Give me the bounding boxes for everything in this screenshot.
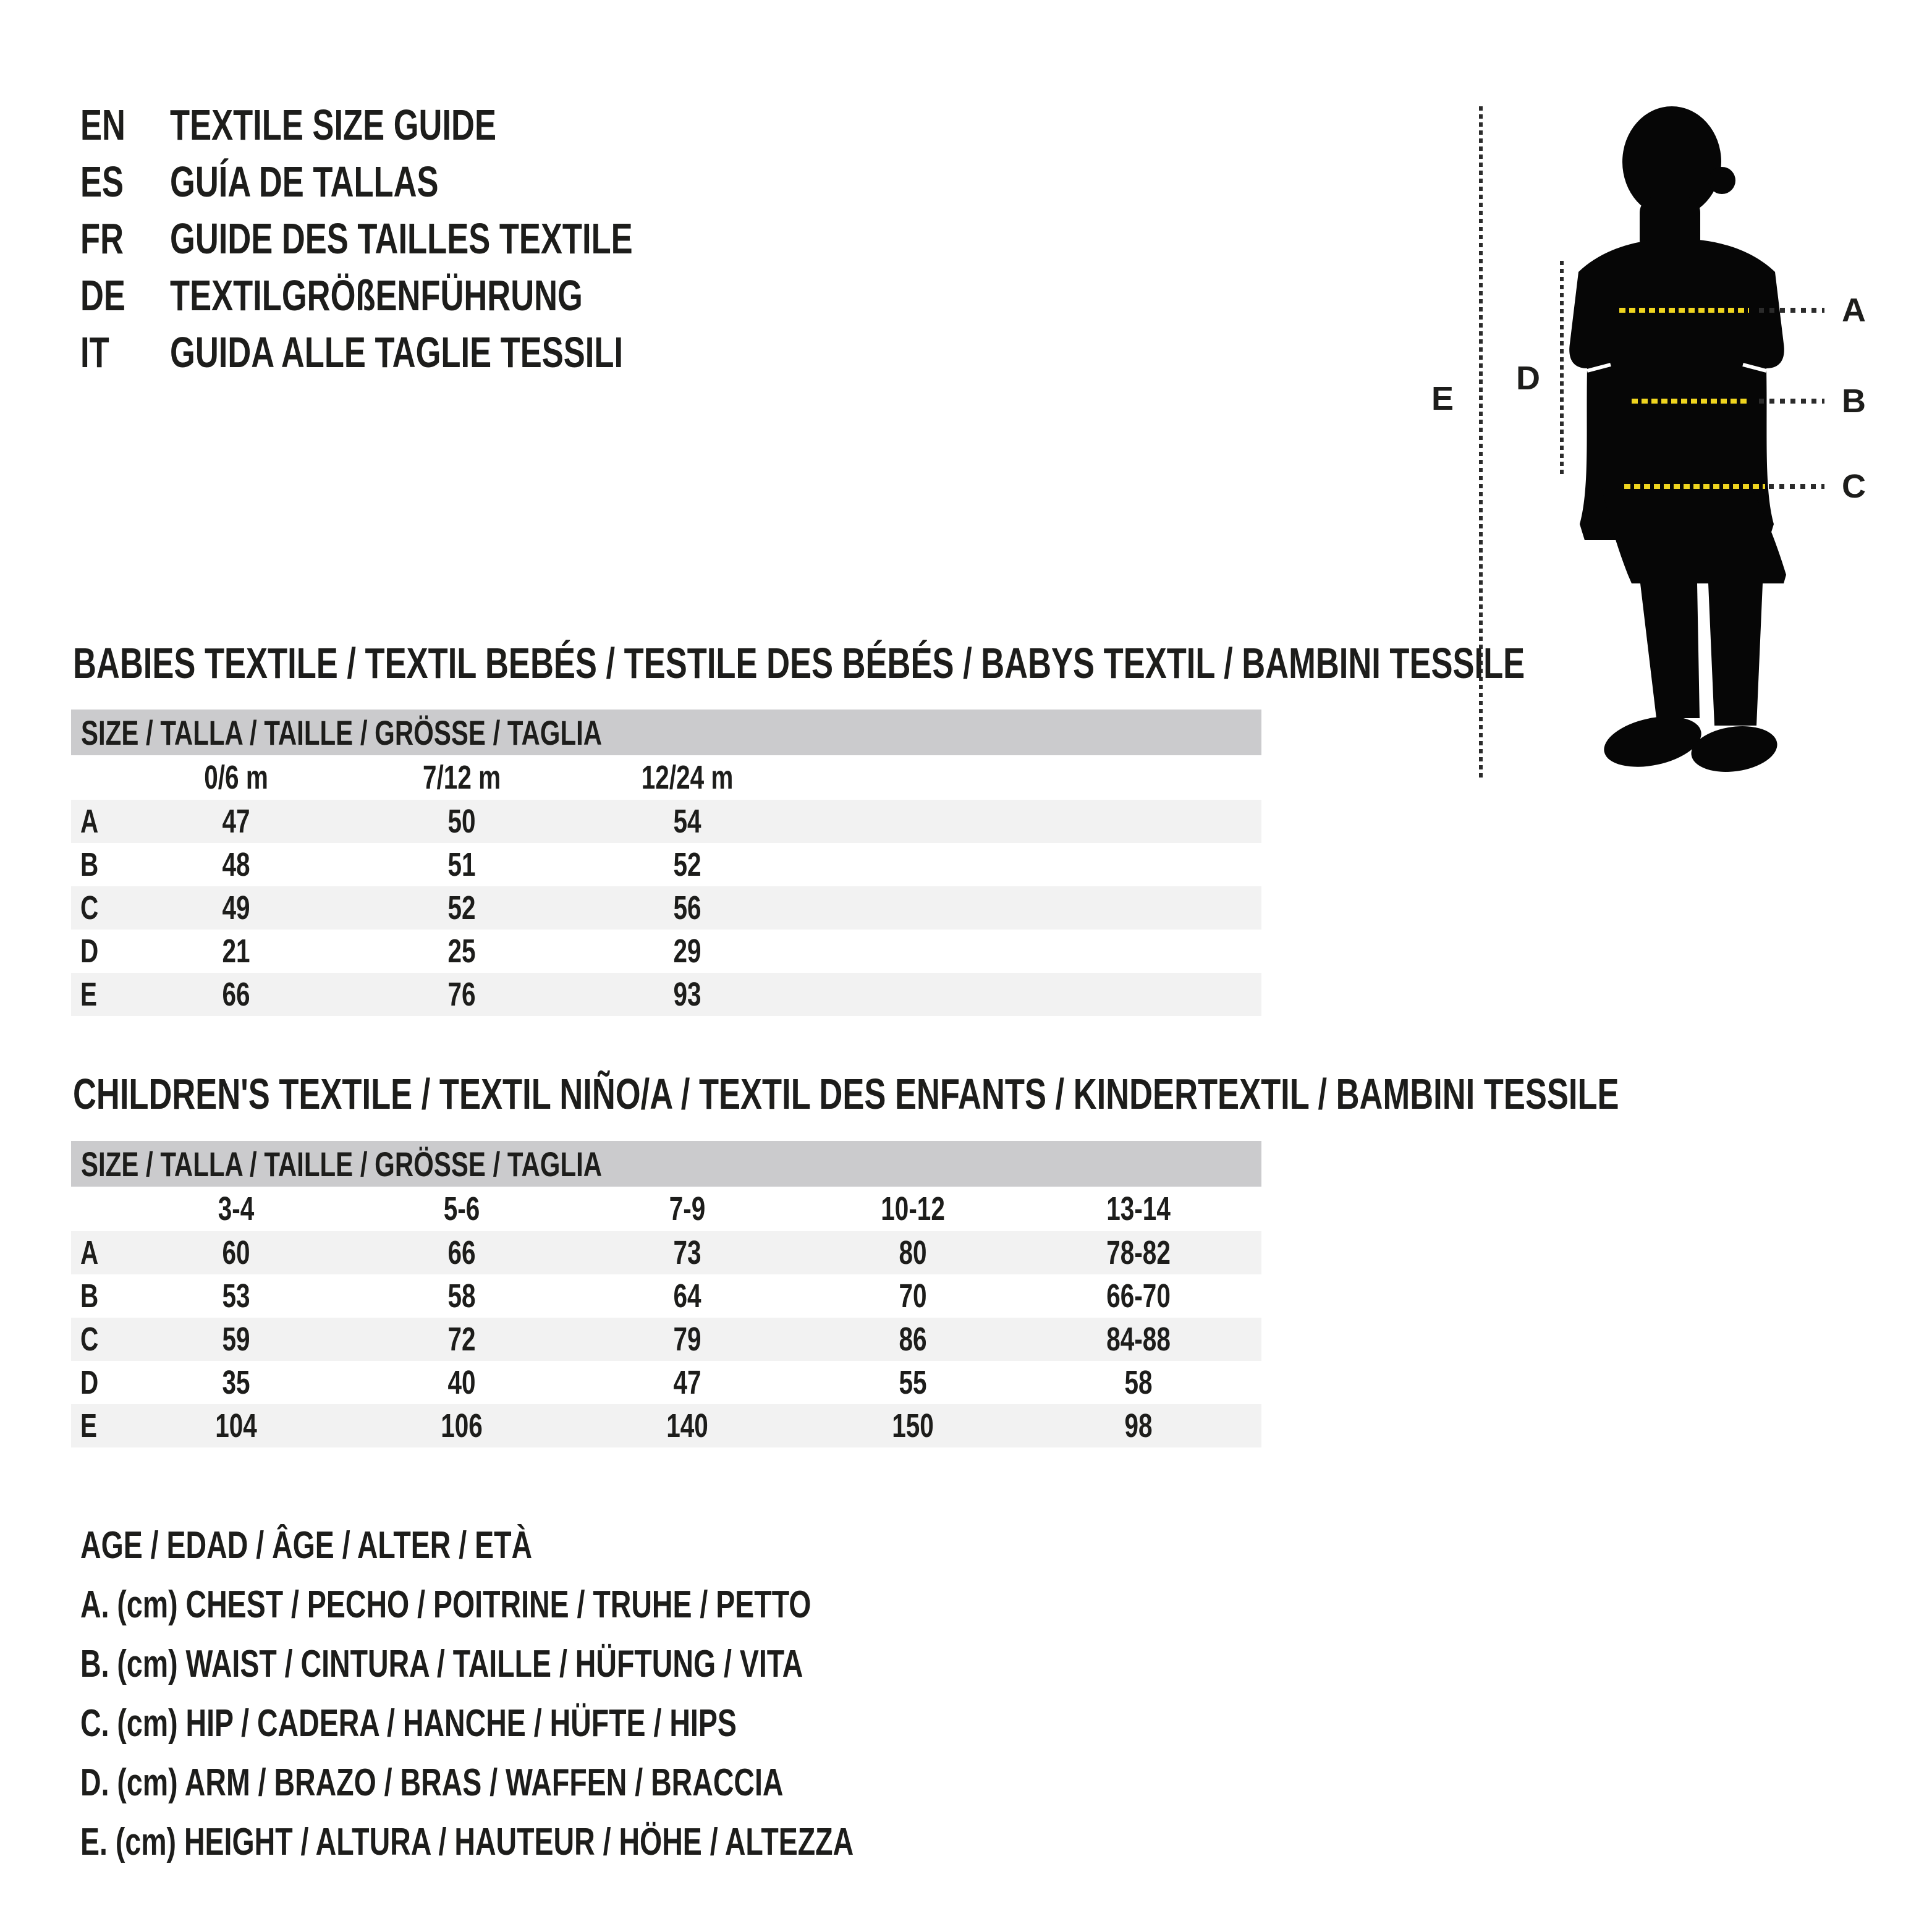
column-header: 0/6 m: [204, 759, 269, 796]
column-header-row: [71, 1187, 1261, 1231]
table-cell: 80: [899, 1234, 928, 1271]
language-row: [80, 96, 787, 153]
table-cell: 59: [222, 1321, 251, 1358]
table-cell: 54: [673, 803, 702, 840]
table-cell: 86: [899, 1321, 928, 1358]
table-cell: 72: [447, 1321, 477, 1358]
table-cell: 140: [666, 1407, 709, 1444]
table-cell: 49: [222, 889, 251, 926]
language-row: [80, 324, 787, 381]
table-cell: 70: [899, 1277, 928, 1315]
language-code: ES: [80, 158, 124, 206]
table-cell: 66: [222, 976, 251, 1013]
table-cell: 66: [447, 1234, 477, 1271]
table-cell: 79: [673, 1321, 702, 1358]
legend-line: E. (cm) HEIGHT / ALTURA / HAUTEUR / HÖHE / ALTEZZA: [80, 1820, 854, 1863]
language-title: TEXTILE SIZE GUIDE: [170, 101, 496, 149]
column-header: 12/24 m: [642, 759, 734, 796]
measurement-legend: [80, 1515, 1111, 1871]
legend-line: D. (cm) ARM / BRAZO / BRAS / WAFFEN / BRACCIA: [80, 1761, 784, 1804]
row-label: C: [80, 1321, 99, 1358]
column-header: 7-9: [669, 1190, 706, 1227]
table-row: [71, 800, 1261, 843]
row-label: E: [80, 1407, 98, 1444]
row-label: D: [80, 1364, 99, 1401]
language-title: GUIDA ALLE TAGLIE TESSILI: [170, 328, 624, 376]
table-cell: 78-82: [1106, 1234, 1171, 1271]
children-size-table: [71, 1141, 1261, 1447]
legend-line: B. (cm) WAIST / CINTURA / TAILLE / HÜFTUNG / VITA: [80, 1642, 803, 1685]
children-section-heading: [73, 1072, 1932, 1116]
table-row: [71, 1361, 1261, 1404]
legend-line: A. (cm) CHEST / PECHO / POITRINE / TRUHE / PETTO: [80, 1583, 811, 1626]
table-row: [71, 1231, 1261, 1274]
column-header: 3-4: [218, 1190, 255, 1227]
column-header: 7/12 m: [423, 759, 501, 796]
label-c: C: [1842, 468, 1866, 505]
table-cell: 66-70: [1106, 1277, 1171, 1315]
table-cell: 29: [673, 933, 702, 970]
row-label: C: [80, 889, 99, 926]
language-row: [80, 210, 787, 267]
label-b: B: [1842, 383, 1866, 420]
table-cell: 25: [447, 933, 477, 970]
language-code: EN: [80, 101, 125, 149]
table-cell: 73: [673, 1234, 702, 1271]
table-cell: 58: [447, 1277, 477, 1315]
table-cell: 35: [222, 1364, 251, 1401]
row-label: A: [80, 803, 99, 840]
table-cell: 104: [215, 1407, 258, 1444]
label-d: D: [1516, 360, 1540, 397]
size-header-bar: SIZE / TALLA / TAILLE / GRÖSSE / TAGLIA: [71, 1141, 1261, 1187]
language-code: DE: [80, 271, 125, 320]
row-label: A: [80, 1234, 99, 1271]
language-row: [80, 153, 787, 210]
label-a: A: [1842, 292, 1866, 329]
language-title-list: [80, 96, 787, 381]
table-cell: 106: [441, 1407, 483, 1444]
table-cell: 47: [222, 803, 251, 840]
table-cell: 56: [673, 889, 702, 926]
column-header-row: [71, 755, 1261, 800]
label-e: E: [1431, 380, 1454, 417]
row-label: B: [80, 1277, 99, 1315]
table-cell: 52: [447, 889, 477, 926]
table-row: [71, 973, 1261, 1016]
table-row: [71, 886, 1261, 930]
language-title: GUIDE DES TAILLES TEXTILE: [170, 214, 633, 263]
table-cell: 40: [447, 1364, 477, 1401]
language-title: TEXTILGRÖßENFÜHRUNG: [170, 271, 583, 320]
babies-size-table: [71, 710, 1261, 1016]
table-cell: 58: [1124, 1364, 1153, 1401]
table-cell: 93: [673, 976, 702, 1013]
table-cell: 60: [222, 1234, 251, 1271]
size-header-bar: SIZE / TALLA / TAILLE / GRÖSSE / TAGLIA: [71, 710, 1261, 755]
table-cell: 47: [673, 1364, 702, 1401]
column-header: 10-12: [881, 1190, 946, 1227]
legend-line: AGE / EDAD / ÂGE / ALTER / ETÀ: [80, 1523, 533, 1567]
child-measurement-figure: [1409, 80, 1932, 797]
table-cell: 55: [899, 1364, 928, 1401]
language-title: GUÍA DE TALLAS: [170, 158, 439, 206]
table-cell: 84-88: [1106, 1321, 1171, 1358]
table-cell: 21: [222, 933, 251, 970]
language-row: [80, 267, 787, 324]
column-header: 13-14: [1106, 1190, 1171, 1227]
column-header: 5-6: [444, 1190, 480, 1227]
table-cell: 98: [1124, 1407, 1153, 1444]
language-code: FR: [80, 214, 124, 263]
table-row: [71, 1318, 1261, 1361]
legend-line: C. (cm) HIP / CADERA / HANCHE / HÜFTE / HIPS: [80, 1701, 737, 1745]
language-code: IT: [80, 328, 109, 376]
row-label: E: [80, 976, 98, 1013]
table-cell: 64: [673, 1277, 702, 1315]
table-cell: 48: [222, 846, 251, 883]
children-section-heading-text: CHILDREN'S TEXTILE / TEXTIL NIÑO/A / TEXTIL DES ENFANTS / KINDERTEXTIL / BAMBINI TESSILE: [73, 1070, 1619, 1118]
table-row: [71, 1404, 1261, 1447]
table-row: [71, 930, 1261, 973]
table-cell: 53: [222, 1277, 251, 1315]
table-cell: 52: [673, 846, 702, 883]
table-cell: 51: [447, 846, 477, 883]
row-label: D: [80, 933, 99, 970]
row-label: B: [80, 846, 99, 883]
table-cell: 150: [892, 1407, 934, 1444]
babies-section-heading-text: BABIES TEXTILE / TEXTIL BEBÉS / TESTILE DES BÉBÉS / BABYS TEXTIL / BAMBINI TESSILE: [73, 639, 1525, 687]
babies-section-heading: [73, 639, 1932, 687]
table-cell: 76: [447, 976, 477, 1013]
table-row: [71, 843, 1261, 886]
table-cell: 50: [447, 803, 477, 840]
table-row: [71, 1274, 1261, 1318]
